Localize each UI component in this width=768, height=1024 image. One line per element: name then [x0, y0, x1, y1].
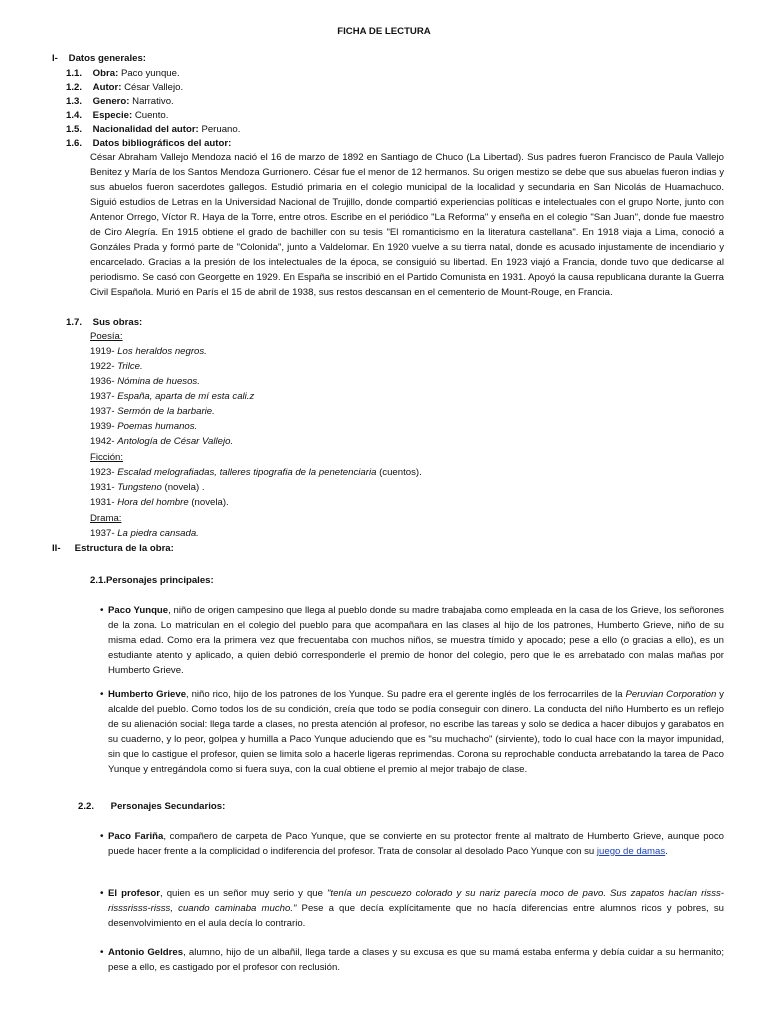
- bullet-icon: •: [100, 831, 104, 842]
- character-paco-farina: Paco Fariña, compañero de carpeta de Paco Yunque, que se convierte en su protector frente al maltrato de Humberto Grieve, aunque poco puede hacer frente a la complicidad o indiferencia del profesor. Trata de consolar al desolado Paco Yunque con su juego de damas.: [108, 831, 725, 857]
- work-item: 1923- Escalad melografiadas, talleres tipografia de la penetenciaria (cuentos).: [90, 467, 422, 478]
- bullet-icon: •: [100, 947, 104, 958]
- field-nacionalidad: 1.5. Nacionalidad del autor: Peruano.: [66, 124, 241, 135]
- drama-label: Drama:: [90, 513, 122, 524]
- work-item: 1936- Nómina de huesos.: [90, 376, 200, 387]
- work-item: 1919- Los heraldos negros.: [90, 346, 207, 357]
- ficcion-label: Ficción:: [90, 452, 124, 463]
- bullet-icon: •: [100, 689, 104, 700]
- character-antonio-geldres: Antonio Geldres, alumno, hijo de un albañil, llega tarde a clases y su excusa es que su mamá estaba enferma y debía cuidar a su hermanito; pese a ello, es castigado por el profesor con reclusión.: [108, 947, 725, 973]
- character-humberto-grieve: Humberto Grieve, niño rico, hijo de los patrones de los Yunque. Su padre era el gerente inglés de los ferrocarriles de la Peruvian Corporation y alcalde del pueblo. Como todos los de su condición, creía que todo se podía conseguir con dinero. La conducta del niño Humberto es un reflejo de su alienación social: llega tarde a clases, no presta atención al profesor, no escribe las tareas y solo se dedica a hacer dibujos y garabatos en su cuaderno, y lo peor, golpea y humilla a Paco Yunque aduciendo que es "su muchacho" (sirviente), todo lo cual hace con la mayor impunidad, sin que lo castigue el profesor, quien se limita solo a hacerle ligeras reprimendas. Corona su reprochable conducta arrebatando la tarea de Paco Yunque y entregándola como si fuera suya, con la cual obtiene el premio al mejor trabajo de clase.: [108, 689, 724, 775]
- work-item: 1937- Sermón de la barbarie.: [90, 406, 215, 417]
- work-item: 1937- La piedra cansada.: [90, 528, 199, 539]
- field-autor: 1.2. Autor: César Vallejo.: [66, 82, 184, 93]
- character-el-profesor: El profesor, quien es un señor muy serio y que "tenía un pescuezo colorado y su nariz parecía moco de pavo. Sus zapatos hacían risss-risssrisss-risss, cuando caminaba mucho." Pese a que decía explícitamente que no hacía diferencias entre alumnos ricos y pobres, su desenvolvimiento en el aula decía lo contrario.: [108, 888, 725, 929]
- section-2-heading: II- Estructura de la obra:: [52, 543, 174, 554]
- personajes-secundarios-heading: 2.2. Personajes Secundarios:: [78, 801, 226, 812]
- page-title: FICHA DE LECTURA: [337, 26, 431, 37]
- work-item: 1939- Poemas humanos.: [90, 421, 198, 432]
- work-item: 1931- Hora del hombre (novela).: [90, 497, 229, 508]
- field-especie: 1.4. Especie: Cuento.: [66, 110, 169, 121]
- juego-de-damas-link[interactable]: juego de damas: [596, 846, 666, 857]
- field-datos-bibliograficos: 1.6. Datos bibliográficos del autor:: [66, 138, 232, 149]
- character-paco-yunque: Paco Yunque, niño de origen campesino que llega al pueblo donde su madre trabajaba como empleada en la casa de los Grieve, los señorones de la zona. Lo matriculan en el colegio del pueblo para que acompañara en las clases al hijo de los patrones, Humberto Grieve, niño de su misma edad. Como era la primera vez que frecuentaba con muchos niños, se muestra tímido y apocado; pese a ello (o gracias a ello), es un estudiante atento y aplicado, a quien debió corresponderle el premio de honor del colegio, pero que le es arrebatado con malas mañas por Humberto Grieve.: [108, 605, 724, 676]
- bullet-icon: •: [100, 888, 104, 899]
- work-item: 1931- Tungsteno (novela) .: [90, 482, 205, 493]
- work-item: 1942- Antología de César Vallejo.: [90, 436, 234, 447]
- personajes-principales-heading: 2.1.Personajes principales:: [90, 575, 214, 586]
- field-sus-obras: 1.7. Sus obras:: [66, 317, 143, 328]
- poesia-label: Poesía:: [90, 331, 123, 342]
- section-1-heading: I- Datos generales:: [52, 53, 146, 64]
- field-obra: 1.1. Obra: Paco yunque.: [66, 68, 180, 79]
- biography-paragraph: César Abraham Vallejo Mendoza nació el 16 de marzo de 1892 en Santiago de Chuco (La Libertad). Sus padres fueron Francisco de Paula Vallejo Benitez y María de los Santos Mendoza Gurrionero. César fue el menor de 12 hermanos. Su origen mestizo se debe que sus abuelas fueron indias y sus abuelos fueron sacerdotes gallegos. Estudió primaria en el colegio municipal de la localidad y secundaria en San Nicolás de Huamachuco. Siguió estudios de Letras en la Universidad Nacional de Trujillo, donde compartió experiencias políticas e intelectuales con el grupo Norte, junto con Antenor Orrego, Víctor R. Haya de la Torre, entre otros. Escribe en el periódico "La Reforma" y enseña en el colegio "San Juan", donde fue maestro de Ciro Alegría. En 1915 obtiene el grado de bachiller con su tesis "El romanticismo en la literatura castellana". En 1918 viaja a Lima, conoció a Gonzáles Prada y formó parte de "Colonida", junto a Valdelomar. En 1920 vuelve a su tierra natal, donde es acusado injustamente de incendiario y encarcelado. Gracias a la presión de los intelectuales de la época, se consiguió su libertad. En 1923 viajó a Francia, donde tuvo que dedicarse al periodismo. Se casó con Georgette en 1929. En España se inscribió en el Partido Comunista en 1931. Apoyó la causa republicana durante la Guerra Civil Española. Murió en París el 15 de abril de 1938, sus restos descansan en el cementerio de Mount-Rouge, en Francia.: [90, 152, 724, 298]
- work-item: 1922- Trilce.: [90, 361, 143, 372]
- work-item: 1937- España, aparta de mí esta cali.z: [90, 391, 255, 402]
- field-genero: 1.3. Genero: Narrativo.: [66, 96, 174, 107]
- bullet-icon: •: [100, 605, 104, 616]
